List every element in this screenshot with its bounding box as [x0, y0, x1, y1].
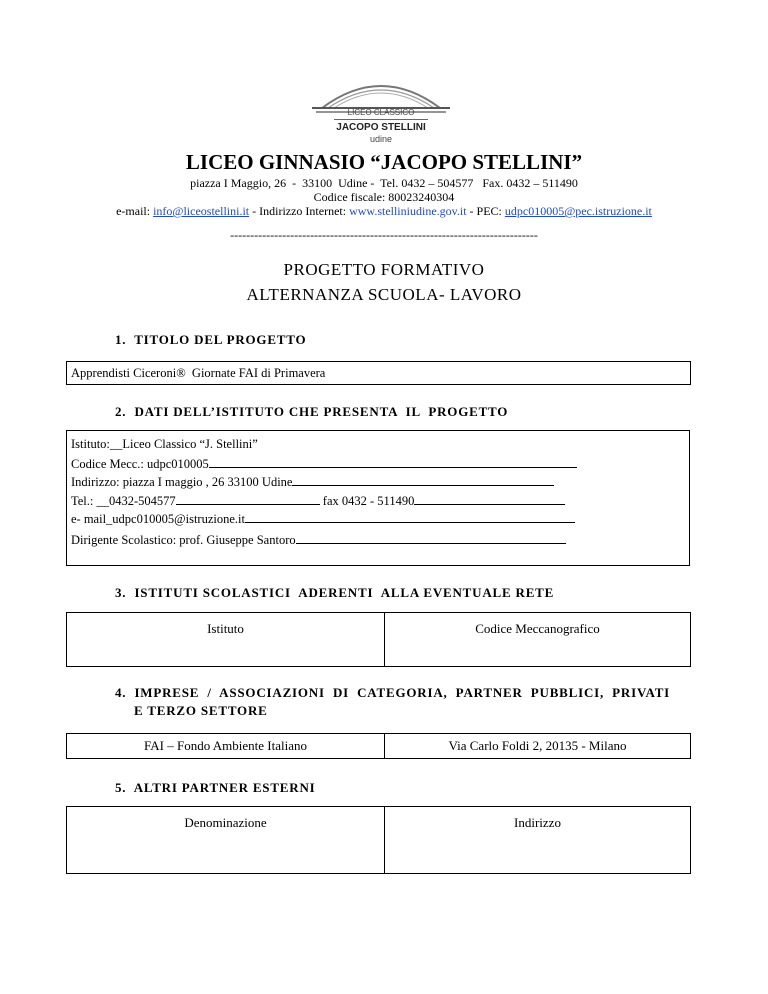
logo-rule [334, 119, 428, 120]
section2-heading: 2. DATI DELL’ISTITUTO CHE PRESENTA IL PROGETTO [115, 404, 509, 419]
address-underline [292, 472, 554, 486]
pec-label: - PEC: [466, 204, 505, 218]
principal-field: Dirigente Scolastico: prof. Giuseppe Santoro [71, 532, 296, 547]
code-field: Codice Mecc.: udpc010005 [71, 456, 209, 471]
principal-underline [296, 530, 566, 544]
fax-underline [414, 491, 565, 505]
partner-address: Via Carlo Foldi 2, 20135 - Milano [448, 738, 627, 753]
logo-main-text: JACOPO STELLINI [336, 122, 426, 133]
external-partners-table [66, 806, 691, 874]
network-col-institute [67, 613, 385, 666]
logo-city-text: udine [369, 134, 393, 144]
section5-heading: 5. ALTRI PARTNER ESTERNI [115, 780, 316, 795]
network-schools-table [66, 612, 691, 667]
partner-name: FAI – Fondo Ambiente Italiano [144, 738, 307, 753]
tel-field: Tel.: __0432-504577 [71, 493, 176, 508]
code-underline [209, 454, 577, 468]
fax-field: fax 0432 - 511490 [319, 493, 415, 508]
network-col-code [385, 613, 690, 666]
partners-table [66, 733, 691, 759]
email-row [71, 509, 689, 528]
document-subtitle: ALTERNANZA SCUOLA- LAVORO [246, 285, 522, 304]
partner-address-cell [385, 734, 690, 758]
institute-field: Istituto:__Liceo Classico “J. Stellini” [71, 437, 258, 451]
section4-heading: 4. IMPRESE / ASSOCIAZIONI DI CATEGORIA, PARTNER PUBBLICI, PRIVATI [115, 685, 671, 700]
project-title-box [66, 361, 691, 385]
external-col-address [385, 807, 690, 873]
tel-underline [176, 491, 320, 505]
email-label: e-mail: [116, 204, 154, 218]
address-row [71, 472, 689, 491]
institute-email-field: e- mail_udpc010005@istruzione.it [71, 512, 245, 527]
header-divider: ----------------------------------------------------------------------------- [230, 228, 538, 242]
project-title-value: Apprendisti Ciceroni® Giornate FAI di Primavera [71, 366, 326, 380]
email-underline [245, 509, 575, 523]
institute-row [71, 435, 689, 454]
external-col-address-header: Indirizzo [514, 815, 561, 830]
principal-row [71, 530, 689, 549]
logo-top-text: LICEO CLASSICO [347, 108, 415, 117]
network-col-institute-header: Istituto [207, 621, 244, 636]
contact-line [0, 204, 768, 219]
document-title: PROGETTO FORMATIVO [283, 260, 485, 279]
section3-heading: 3. ISTITUTI SCOLASTICI ADERENTI ALLA EVENTUALE RETE [115, 585, 555, 600]
section1-heading: 1. TITOLO DEL PROGETTO [115, 332, 307, 347]
school-name: LICEO GINNASIO “JACOPO STELLINI” [185, 150, 583, 174]
partner-name-cell [67, 734, 385, 758]
website-label: - Indirizzo Internet: [249, 204, 350, 218]
school-logo [306, 72, 456, 152]
institute-data-box [66, 430, 690, 566]
external-col-name [67, 807, 385, 873]
pec-link[interactable]: udpc010005@pec.istruzione.it [504, 204, 652, 218]
address-field: Indirizzo: piazza I maggio , 26 33100 Udine [71, 475, 293, 490]
fiscal-code: Codice fiscale: 80023240304 [313, 190, 455, 204]
school-address: piazza I Maggio, 26 - 33100 Udine - Tel. 0432 – 504577 Fax. 0432 – 511490 [190, 176, 578, 190]
section4-heading-cont: E TERZO SETTORE [134, 703, 268, 718]
website-link[interactable]: www.stelliniudine.gov.it [349, 204, 467, 218]
email-link[interactable]: info@liceostellini.it [153, 204, 250, 218]
external-col-name-header: Denominazione [184, 815, 267, 830]
network-col-code-header: Codice Meccanografico [475, 621, 600, 636]
tel-fax-row [71, 491, 689, 510]
code-row [71, 454, 689, 473]
